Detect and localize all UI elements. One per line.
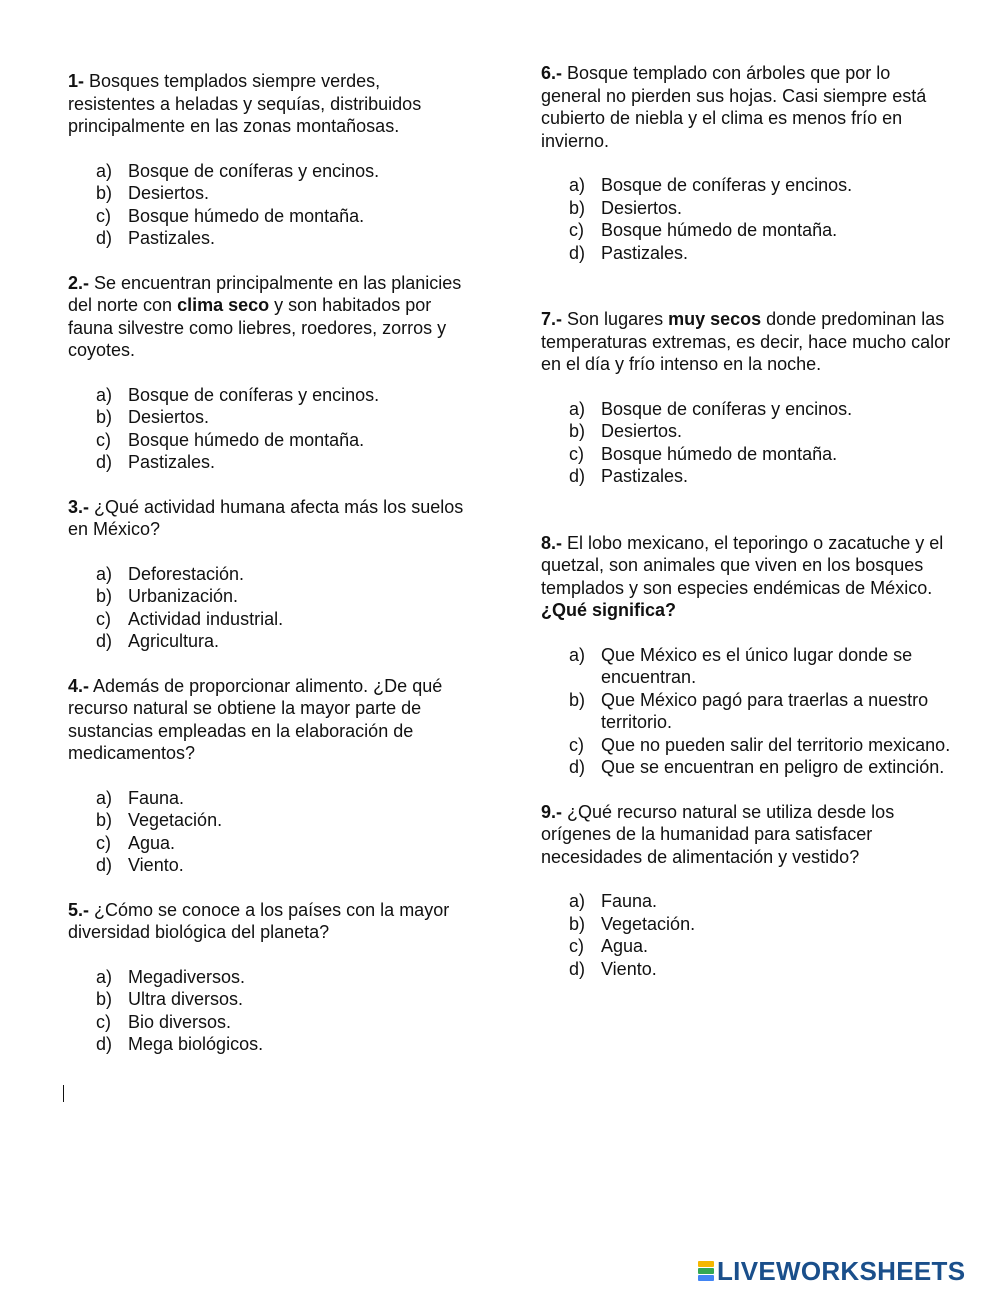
question-number: 9.-: [541, 801, 563, 822]
option-c[interactable]: [96, 1011, 468, 1034]
option-letter: a): [569, 175, 586, 195]
option-letter: d): [569, 466, 586, 486]
right-column: [541, 62, 951, 980]
option-c[interactable]: [96, 205, 468, 228]
question-text: ¿Cómo se conoce a los países con la mayor diversidad biológica del planeta?: [68, 899, 450, 942]
option-text: Bio diversos.: [128, 1011, 232, 1032]
option-text: Que México pagó para traerlas a nuestro territorio.: [601, 689, 929, 732]
options-list: [68, 787, 468, 877]
option-a[interactable]: [96, 966, 468, 989]
question-4: [68, 675, 468, 765]
option-letter: c): [96, 1011, 111, 1032]
option-a[interactable]: [569, 174, 951, 197]
option-letter: c): [569, 443, 584, 464]
option-letter: a): [96, 384, 113, 405]
option-text: Desiertos.: [601, 421, 683, 441]
question-5: [68, 899, 468, 944]
logo-icon-bar: [698, 1261, 714, 1267]
logo-icon-bar: [698, 1268, 714, 1274]
option-text: Ultra diversos.: [128, 989, 244, 1009]
option-text: Bosque de coníferas y encinos.: [601, 175, 853, 195]
text-cursor-mark: [63, 1085, 64, 1102]
question-number: 4.-: [68, 675, 90, 696]
question-text-bold: clima seco: [177, 295, 270, 315]
question-number: 5.-: [68, 899, 90, 920]
question-text: Se encuentran principalmente en las planicies del norte con: [68, 272, 462, 315]
options-list: [68, 160, 468, 250]
options-list: [68, 563, 468, 653]
option-letter: d): [96, 1034, 113, 1054]
option-letter: a): [569, 398, 586, 419]
question-2: [68, 272, 468, 362]
question-text: donde predominan las temperaturas extremas, es decir, hace mucho calor en el día y frío intenso en la noche.: [541, 309, 951, 374]
option-a[interactable]: [96, 787, 468, 810]
option-letter: a): [96, 160, 113, 181]
option-letter: d): [569, 958, 586, 979]
option-text: Que se encuentran en peligro de extinción.: [601, 757, 945, 777]
option-letter: c): [96, 205, 111, 226]
option-d[interactable]: [96, 451, 468, 474]
option-text: Pastizales.: [128, 452, 216, 472]
option-letter: a): [96, 787, 113, 808]
option-c[interactable]: [96, 429, 468, 452]
option-letter: d): [96, 452, 113, 472]
question-number: 8.-: [541, 532, 563, 553]
option-b[interactable]: [569, 420, 951, 443]
options-list: [541, 174, 951, 264]
option-letter: d): [96, 631, 113, 651]
option-letter: a): [569, 644, 586, 665]
option-letter: a): [96, 966, 113, 987]
option-b[interactable]: [569, 197, 951, 220]
option-letter: b): [96, 586, 113, 606]
option-text: Agua.: [601, 936, 649, 956]
option-d[interactable]: [96, 1033, 468, 1056]
option-letter: a): [96, 563, 113, 584]
option-d[interactable]: [96, 227, 468, 250]
option-d[interactable]: [96, 854, 468, 877]
option-letter: a): [569, 891, 586, 911]
option-letter: d): [96, 228, 113, 248]
option-letter: b): [96, 989, 113, 1009]
liveworksheets-logo[interactable]: [698, 1256, 965, 1286]
option-text: Fauna.: [601, 891, 658, 911]
option-text: Vegetación.: [128, 810, 223, 830]
liveworksheets-logo-icon: [698, 1261, 714, 1281]
question-text-bold: muy secos: [668, 309, 762, 329]
option-a[interactable]: [569, 398, 951, 421]
question-text: y son habitados por fauna silvestre como liebres, roedores, zorros y coyotes.: [68, 295, 447, 360]
option-letter: b): [569, 197, 586, 218]
option-b[interactable]: [569, 689, 951, 734]
options-list: [541, 398, 951, 488]
option-text: Desiertos.: [128, 407, 210, 427]
logo-text: LIVEWORKSHEETS: [717, 1255, 966, 1286]
question-text-bold: ¿Qué significa?: [541, 600, 677, 620]
question-text: ¿Qué actividad humana afecta más los suelos en México?: [68, 496, 464, 539]
option-letter: b): [569, 913, 586, 934]
option-text: Actividad industrial.: [128, 608, 284, 629]
option-b[interactable]: [569, 913, 951, 936]
option-text: Que no pueden salir del territorio mexicano.: [601, 734, 951, 755]
option-letter: c): [96, 429, 111, 450]
question-number: 2.-: [68, 272, 90, 293]
option-text: Mega biológicos.: [128, 1034, 264, 1054]
option-text: Fauna.: [128, 787, 185, 808]
option-c[interactable]: [569, 734, 951, 757]
question-text: Además de proporcionar alimento. ¿De qué recurso natural se obtiene la mayor parte de sustancias empleadas en la elaboración de medicamentos?: [68, 675, 443, 763]
option-text: Deforestación.: [128, 563, 245, 584]
option-text: Pastizales.: [601, 242, 689, 263]
option-letter: c): [96, 608, 111, 629]
option-text: Pastizales.: [601, 466, 689, 486]
option-a[interactable]: [96, 384, 468, 407]
question-number: 7.-: [541, 309, 563, 329]
question-6: [541, 62, 951, 152]
option-letter: d): [96, 855, 113, 875]
option-text: Bosque húmedo de montaña.: [128, 429, 365, 450]
option-letter: b): [569, 421, 586, 441]
question-text: ¿Qué recurso natural se utiliza desde los orígenes de la humanidad para satisfacer necesidades de alimentación y vestido?: [541, 801, 895, 867]
option-text: Bosque de coníferas y encinos.: [128, 160, 380, 181]
options-list: [68, 966, 468, 1056]
option-text: Agricultura.: [128, 631, 220, 651]
option-d[interactable]: [96, 630, 468, 653]
option-c[interactable]: [96, 608, 468, 631]
option-a[interactable]: [96, 563, 468, 586]
option-text: Viento.: [128, 855, 184, 875]
question-number: 3.-: [68, 496, 90, 517]
option-text: Viento.: [601, 958, 657, 979]
option-letter: b): [569, 689, 586, 710]
options-list: [541, 890, 951, 980]
option-letter: c): [569, 734, 584, 755]
option-a[interactable]: [96, 160, 468, 183]
question-text: El lobo mexicano, el teporingo o zacatuche y el quetzal, son animales que viven en los bosques templados y son especies endémicas de México.: [541, 532, 944, 598]
option-text: Desiertos.: [601, 197, 683, 218]
option-d[interactable]: [569, 958, 951, 981]
option-b[interactable]: [96, 585, 468, 608]
option-text: Que México es el único lugar donde se encuentran.: [601, 644, 913, 687]
option-letter: d): [569, 242, 586, 263]
option-text: Bosque de coníferas y encinos.: [128, 384, 380, 405]
option-b[interactable]: [96, 182, 468, 205]
option-b[interactable]: [96, 988, 468, 1011]
option-a[interactable]: [569, 890, 951, 913]
question-3: [68, 496, 468, 541]
option-text: Pastizales.: [128, 228, 216, 248]
question-text: Son lugares: [567, 309, 669, 329]
option-b[interactable]: [96, 406, 468, 429]
question-8: [541, 532, 951, 622]
option-letter: c): [96, 832, 111, 853]
question-text: Bosques templados siempre verdes, resistentes a heladas y sequías, distribuidos principalmente en las zonas montañosas.: [68, 71, 422, 136]
logo-icon-bar: [698, 1275, 714, 1281]
option-text: Bosque húmedo de montaña.: [601, 443, 838, 464]
options-list: [68, 384, 468, 474]
option-text: Desiertos.: [128, 183, 210, 203]
question-7: [541, 308, 951, 376]
question-9: [541, 801, 951, 869]
option-text: Vegetación.: [601, 913, 696, 934]
options-list: [541, 644, 951, 779]
option-text: Urbanización.: [128, 586, 239, 606]
option-letter: b): [96, 183, 113, 203]
option-letter: d): [569, 757, 586, 777]
question-1: [68, 70, 468, 138]
option-d[interactable]: [569, 465, 951, 488]
question-text: Bosque templado con árboles que por lo general no pierden sus hojas. Casi siempre está cubierto de niebla y el clima es menos frío en invierno.: [541, 63, 927, 151]
option-d[interactable]: [569, 756, 951, 779]
option-c[interactable]: [569, 443, 951, 466]
left-column: [68, 70, 468, 1056]
option-text: Megadiversos.: [128, 966, 246, 987]
question-number: 6.-: [541, 63, 563, 83]
option-letter: b): [96, 810, 113, 830]
option-d[interactable]: [569, 242, 951, 265]
option-letter: c): [569, 220, 584, 240]
option-letter: c): [569, 936, 584, 956]
question-number: 1-: [68, 71, 85, 91]
option-text: Bosque húmedo de montaña.: [601, 220, 838, 240]
option-a[interactable]: [569, 644, 951, 689]
option-text: Bosque de coníferas y encinos.: [601, 398, 853, 419]
option-b[interactable]: [96, 809, 468, 832]
option-letter: b): [96, 407, 113, 427]
option-c[interactable]: [569, 219, 951, 242]
option-text: Bosque húmedo de montaña.: [128, 205, 365, 226]
option-text: Agua.: [128, 832, 176, 853]
option-c[interactable]: [569, 935, 951, 958]
option-c[interactable]: [96, 832, 468, 855]
